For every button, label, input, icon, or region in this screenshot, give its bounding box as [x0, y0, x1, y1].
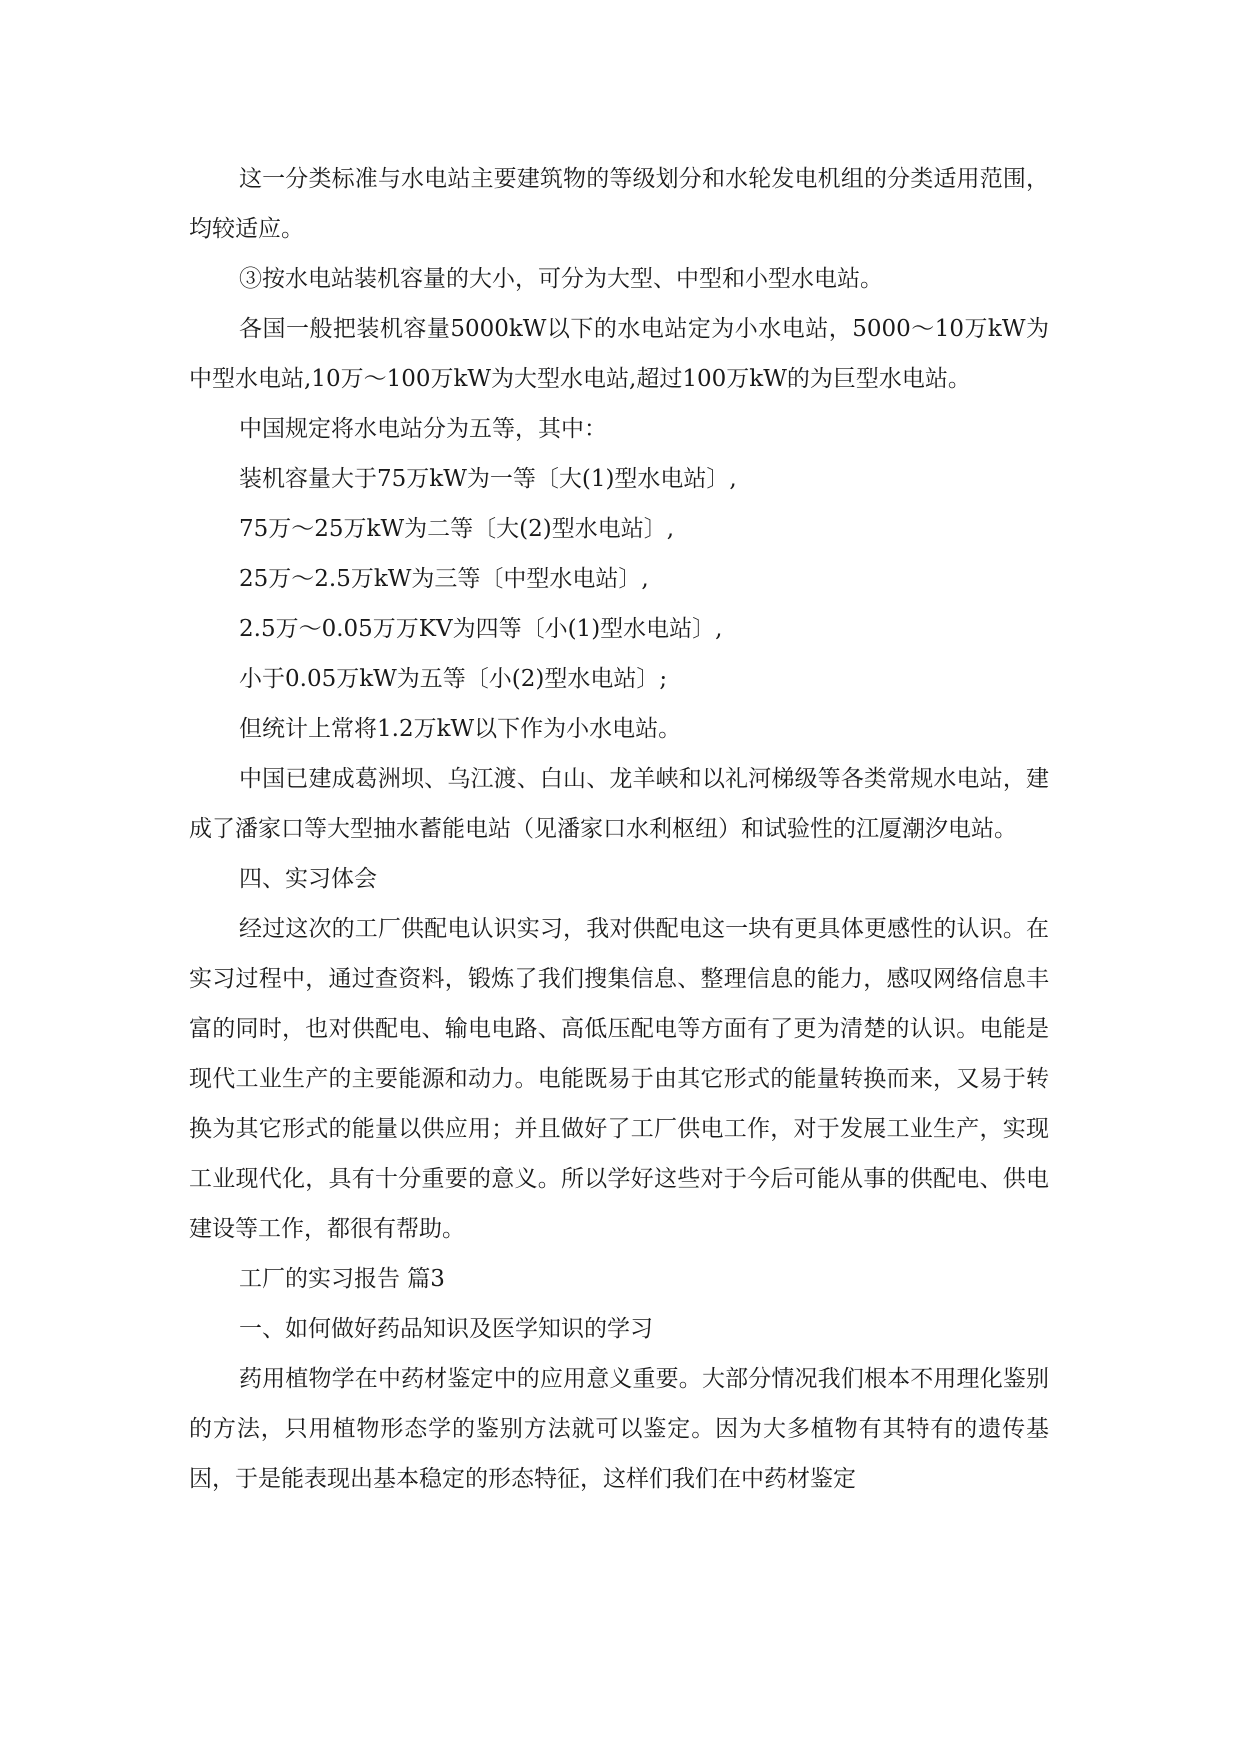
paragraph-international-standard: 各国一般把装机容量5000kW以下的水电站定为小水电站，5000～10万kW为中型水电站,10万～100万kW为大型水电站,超过100万kW的为巨型水电站。 — [189, 316, 1049, 392]
paragraph-internship-reflection: 经过这次的工厂供配电认识实习，我对供配电这一块有更具体更感性的认识。在实习过程中，通过查资料，锻炼了我们搜集信息、整理信息的能力，感叹网络信息丰富的同时，也对供配电、输电电路、高低压配电等方面有了更为清楚的认识。电能是现代工业生产的主要能源和动力。电能既易于由其它形式的能量转换而来，又易于转换为其它形式的能量以供应用；并且做好了工厂供电工作，对于发展工业生产，实现工业现代化，具有十分重要的意义。所以学好这些对于今后可能从事的供配电、供电建设等工作，都很有帮助。 — [189, 916, 1049, 1242]
paragraph-grade-three: 25万～2.5万kW为三等〔中型水电站〕, — [239, 566, 649, 592]
paragraph-statistics-note: 但统计上常将1.2万kW以下作为小水电站。 — [239, 716, 682, 742]
paragraph-grade-one: 装机容量大于75万kW为一等〔大(1)型水电站〕, — [239, 466, 737, 492]
section-heading-internship-experience: 四、实习体会 — [239, 866, 377, 892]
paragraph-medicinal-botany: 药用植物学在中药材鉴定中的应用意义重要。大部分情况我们根本不用理化鉴别的方法，只用植物形态学的鉴别方法就可以鉴定。因为大多植物有其特有的遗传基因，于是能表现出基本稳定的形态特征，这样们我们在中药材鉴定 — [189, 1366, 1049, 1492]
paragraph-classification-standard: 这一分类标准与水电站主要建筑物的等级划分和水轮发电机组的分类适用范围，均较适应。 — [189, 166, 1049, 242]
section-heading-knowledge-learning: 一、如何做好药品知识及医学知识的学习 — [239, 1316, 653, 1342]
paragraph-grade-two: 75万～25万kW为二等〔大(2)型水电站〕, — [239, 516, 675, 542]
paragraph-grade-four: 2.5万～0.05万万KV为四等〔小(1)型水电站〕, — [239, 616, 723, 642]
paragraph-capacity-classification: ③按水电站装机容量的大小，可分为大型、中型和小型水电站。 — [239, 266, 883, 292]
document-body — [189, 154, 1049, 1504]
paragraph-china-stations: 中国已建成葛洲坝、乌江渡、白山、龙羊峡和以礼河梯级等各类常规水电站，建成了潘家口等大型抽水蓄能电站（见潘家口水利枢纽）和试验性的江厦潮汐电站。 — [189, 766, 1049, 842]
report-heading-part-three: 工厂的实习报告 篇3 — [239, 1266, 445, 1292]
paragraph-grade-five: 小于0.05万kW为五等〔小(2)型水电站〕; — [239, 666, 668, 692]
paragraph-china-five-grades: 中国规定将水电站分为五等，其中： — [239, 416, 607, 442]
